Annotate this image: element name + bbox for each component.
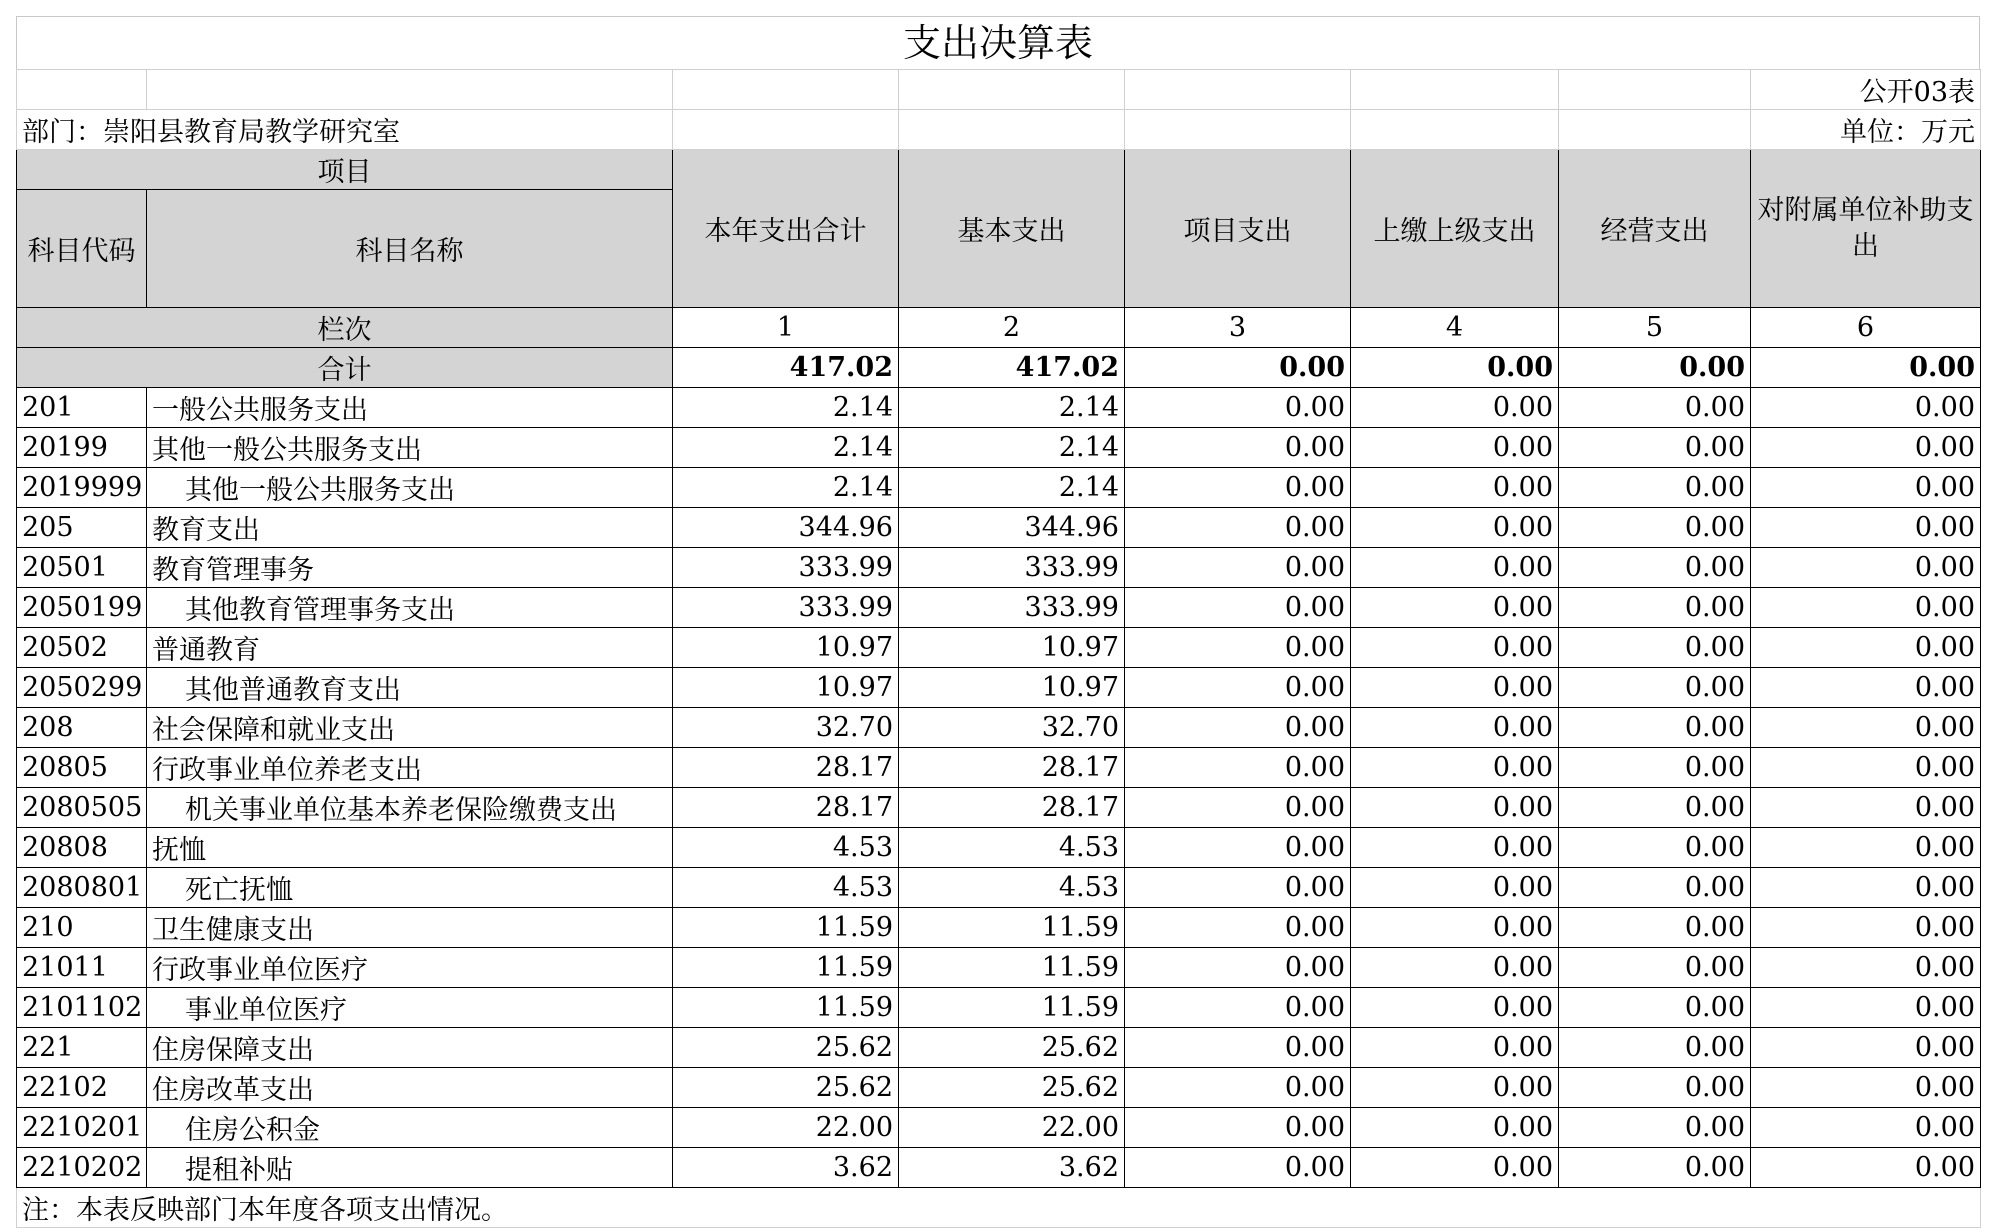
amount-cell: 0.00 xyxy=(1125,468,1351,508)
amount-cell: 0.00 xyxy=(1351,948,1559,988)
amount-cell: 0.00 xyxy=(1125,668,1351,708)
header-code: 科目代码 xyxy=(17,190,147,308)
subject-code: 2080801 xyxy=(17,868,147,908)
subject-name: 一般公共服务支出 xyxy=(147,388,673,428)
amount-cell: 0.00 xyxy=(1559,508,1751,548)
subject-code: 2019999 xyxy=(17,468,147,508)
subject-code: 20502 xyxy=(17,628,147,668)
amount-cell: 0.00 xyxy=(1125,1108,1351,1148)
table-row xyxy=(17,868,1981,908)
amount-cell: 25.62 xyxy=(899,1028,1125,1068)
subject-code: 205 xyxy=(17,508,147,548)
amount-cell: 0.00 xyxy=(1751,748,1981,788)
amount-cell: 0.00 xyxy=(1351,548,1559,588)
amount-cell: 0.00 xyxy=(1559,748,1751,788)
amount-cell: 0.00 xyxy=(1559,868,1751,908)
subject-name: 卫生健康支出 xyxy=(147,908,673,948)
amount-cell: 0.00 xyxy=(1559,588,1751,628)
column-number-3: 3 xyxy=(1125,308,1351,348)
subject-code: 2101102 xyxy=(17,988,147,1028)
amount-cell: 0.00 xyxy=(1125,588,1351,628)
table-note: 注：本表反映部门本年度各项支出情况。 xyxy=(17,1188,1981,1228)
table-row xyxy=(17,668,1981,708)
amount-cell: 0.00 xyxy=(1351,668,1559,708)
amount-cell: 0.00 xyxy=(1351,428,1559,468)
amount-cell: 0.00 xyxy=(1559,788,1751,828)
subject-code: 20501 xyxy=(17,548,147,588)
table-row xyxy=(17,588,1981,628)
subject-code: 210 xyxy=(17,908,147,948)
table-body xyxy=(17,388,1981,1188)
subject-code: 22102 xyxy=(17,1068,147,1108)
amount-cell: 0.00 xyxy=(1751,788,1981,828)
table-row xyxy=(17,748,1981,788)
amount-cell: 0.00 xyxy=(1351,588,1559,628)
total-value: 417.02 xyxy=(673,348,899,388)
amount-cell: 0.00 xyxy=(1751,628,1981,668)
amount-cell: 0.00 xyxy=(1751,948,1981,988)
amount-cell: 28.17 xyxy=(673,748,899,788)
amount-cell: 0.00 xyxy=(1351,748,1559,788)
amount-cell: 0.00 xyxy=(1125,988,1351,1028)
amount-cell: 0.00 xyxy=(1559,1148,1751,1188)
table-row xyxy=(17,908,1981,948)
amount-cell: 0.00 xyxy=(1559,388,1751,428)
total-value: 0.00 xyxy=(1751,348,1981,388)
form-number: 公开03表 xyxy=(1751,70,1981,110)
amount-cell: 0.00 xyxy=(1751,1108,1981,1148)
header-total: 本年支出合计 xyxy=(673,150,899,308)
amount-cell: 0.00 xyxy=(1559,428,1751,468)
amount-cell: 0.00 xyxy=(1125,748,1351,788)
amount-cell: 32.70 xyxy=(673,708,899,748)
table-row xyxy=(17,388,1981,428)
amount-cell: 3.62 xyxy=(673,1148,899,1188)
amount-cell: 11.59 xyxy=(673,988,899,1028)
header-row-project xyxy=(17,150,1981,190)
amount-cell: 0.00 xyxy=(1559,828,1751,868)
amount-cell: 0.00 xyxy=(1351,708,1559,748)
amount-cell: 0.00 xyxy=(1125,708,1351,748)
subject-name: 提租补贴 xyxy=(147,1148,673,1188)
subject-code: 20805 xyxy=(17,748,147,788)
expenditure-sheet xyxy=(16,16,1980,1228)
header-upper: 上缴上级支出 xyxy=(1351,150,1559,308)
amount-cell: 0.00 xyxy=(1751,908,1981,948)
table-row xyxy=(17,788,1981,828)
table-row xyxy=(17,428,1981,468)
amount-cell: 22.00 xyxy=(673,1108,899,1148)
header-row-lanci xyxy=(17,308,1981,348)
amount-cell: 0.00 xyxy=(1559,628,1751,668)
amount-cell: 4.53 xyxy=(673,828,899,868)
amount-cell: 10.97 xyxy=(899,668,1125,708)
subject-code: 208 xyxy=(17,708,147,748)
table-row xyxy=(17,628,1981,668)
subject-name: 其他一般公共服务支出 xyxy=(147,468,673,508)
amount-cell: 333.99 xyxy=(673,588,899,628)
amount-cell: 0.00 xyxy=(1751,468,1981,508)
header-lanci: 栏次 xyxy=(17,308,673,348)
amount-cell: 0.00 xyxy=(1351,1108,1559,1148)
subject-name: 住房保障支出 xyxy=(147,1028,673,1068)
amount-cell: 0.00 xyxy=(1751,828,1981,868)
column-number-1: 1 xyxy=(673,308,899,348)
column-number-6: 6 xyxy=(1751,308,1981,348)
amount-cell: 344.96 xyxy=(673,508,899,548)
total-value: 417.02 xyxy=(899,348,1125,388)
subject-name: 死亡抚恤 xyxy=(147,868,673,908)
amount-cell: 0.00 xyxy=(1125,388,1351,428)
amount-cell: 0.00 xyxy=(1751,1148,1981,1188)
header-business: 经营支出 xyxy=(1559,150,1751,308)
form-number-row xyxy=(17,70,1981,110)
amount-cell: 0.00 xyxy=(1751,548,1981,588)
table-row xyxy=(17,1108,1981,1148)
amount-cell: 0.00 xyxy=(1559,668,1751,708)
amount-cell: 2.14 xyxy=(673,388,899,428)
amount-cell: 2.14 xyxy=(673,468,899,508)
header-project-expenditure: 项目支出 xyxy=(1125,150,1351,308)
subject-code: 2210201 xyxy=(17,1108,147,1148)
amount-cell: 0.00 xyxy=(1125,828,1351,868)
amount-cell: 0.00 xyxy=(1751,428,1981,468)
amount-cell: 28.17 xyxy=(673,788,899,828)
column-number-5: 5 xyxy=(1559,308,1751,348)
subject-name: 机关事业单位基本养老保险缴费支出 xyxy=(147,788,673,828)
amount-cell: 10.97 xyxy=(899,628,1125,668)
subject-code: 20808 xyxy=(17,828,147,868)
total-value: 0.00 xyxy=(1351,348,1559,388)
amount-cell: 0.00 xyxy=(1351,628,1559,668)
amount-cell: 0.00 xyxy=(1125,628,1351,668)
amount-cell: 0.00 xyxy=(1559,548,1751,588)
subject-name: 普通教育 xyxy=(147,628,673,668)
subject-code: 221 xyxy=(17,1028,147,1068)
total-label: 合计 xyxy=(17,348,673,388)
amount-cell: 2.14 xyxy=(899,468,1125,508)
amount-cell: 2.14 xyxy=(899,428,1125,468)
amount-cell: 0.00 xyxy=(1559,988,1751,1028)
amount-cell: 344.96 xyxy=(899,508,1125,548)
amount-cell: 0.00 xyxy=(1559,948,1751,988)
amount-cell: 0.00 xyxy=(1125,1068,1351,1108)
amount-cell: 11.59 xyxy=(673,948,899,988)
amount-cell: 3.62 xyxy=(899,1148,1125,1188)
amount-cell: 0.00 xyxy=(1351,908,1559,948)
subject-code: 201 xyxy=(17,388,147,428)
table-row xyxy=(17,1068,1981,1108)
subject-name: 教育支出 xyxy=(147,508,673,548)
amount-cell: 25.62 xyxy=(673,1068,899,1108)
column-number-4: 4 xyxy=(1351,308,1559,348)
amount-cell: 0.00 xyxy=(1351,988,1559,1028)
amount-cell: 0.00 xyxy=(1751,988,1981,1028)
column-number-2: 2 xyxy=(899,308,1125,348)
amount-cell: 0.00 xyxy=(1559,1108,1751,1148)
amount-cell: 28.17 xyxy=(899,748,1125,788)
amount-cell: 0.00 xyxy=(1125,908,1351,948)
amount-cell: 4.53 xyxy=(899,828,1125,868)
table-row xyxy=(17,988,1981,1028)
unit-label: 单位：万元 xyxy=(1751,110,1981,150)
total-value: 0.00 xyxy=(1125,348,1351,388)
header-project: 项目 xyxy=(17,150,673,190)
table-row xyxy=(17,1148,1981,1188)
amount-cell: 32.70 xyxy=(899,708,1125,748)
amount-cell: 0.00 xyxy=(1125,948,1351,988)
subject-code: 2210202 xyxy=(17,1148,147,1188)
amount-cell: 0.00 xyxy=(1751,388,1981,428)
subject-code: 2080505 xyxy=(17,788,147,828)
table-row xyxy=(17,1028,1981,1068)
subject-code: 2050199 xyxy=(17,588,147,628)
header-name: 科目名称 xyxy=(147,190,673,308)
amount-cell: 333.99 xyxy=(899,588,1125,628)
subject-name: 住房公积金 xyxy=(147,1108,673,1148)
amount-cell: 0.00 xyxy=(1125,868,1351,908)
amount-cell: 0.00 xyxy=(1351,868,1559,908)
amount-cell: 4.53 xyxy=(899,868,1125,908)
subject-code: 20199 xyxy=(17,428,147,468)
amount-cell: 0.00 xyxy=(1351,828,1559,868)
subject-name: 抚恤 xyxy=(147,828,673,868)
table-row xyxy=(17,708,1981,748)
table-row xyxy=(17,828,1981,868)
amount-cell: 0.00 xyxy=(1751,1028,1981,1068)
subject-name: 事业单位医疗 xyxy=(147,988,673,1028)
table-row xyxy=(17,508,1981,548)
subject-name: 其他普通教育支出 xyxy=(147,668,673,708)
note-row xyxy=(17,1188,1981,1228)
subject-name: 社会保障和就业支出 xyxy=(147,708,673,748)
header-subsidy: 对附属单位补助支出 xyxy=(1751,150,1981,308)
amount-cell: 22.00 xyxy=(899,1108,1125,1148)
amount-cell: 0.00 xyxy=(1351,388,1559,428)
amount-cell: 0.00 xyxy=(1125,428,1351,468)
amount-cell: 0.00 xyxy=(1351,1068,1559,1108)
amount-cell: 11.59 xyxy=(899,908,1125,948)
amount-cell: 0.00 xyxy=(1559,468,1751,508)
amount-cell: 0.00 xyxy=(1125,1148,1351,1188)
total-row xyxy=(17,348,1981,388)
amount-cell: 2.14 xyxy=(899,388,1125,428)
amount-cell: 0.00 xyxy=(1125,548,1351,588)
page-title: 支出决算表 xyxy=(16,16,1980,69)
subject-name: 行政事业单位养老支出 xyxy=(147,748,673,788)
amount-cell: 0.00 xyxy=(1751,1068,1981,1108)
amount-cell: 0.00 xyxy=(1351,1148,1559,1188)
amount-cell: 0.00 xyxy=(1751,708,1981,748)
amount-cell: 333.99 xyxy=(673,548,899,588)
amount-cell: 0.00 xyxy=(1351,468,1559,508)
amount-cell: 0.00 xyxy=(1351,788,1559,828)
amount-cell: 25.62 xyxy=(673,1028,899,1068)
amount-cell: 0.00 xyxy=(1351,508,1559,548)
amount-cell: 11.59 xyxy=(899,948,1125,988)
amount-cell: 333.99 xyxy=(899,548,1125,588)
department-row xyxy=(17,110,1981,150)
amount-cell: 0.00 xyxy=(1559,908,1751,948)
subject-name: 住房改革支出 xyxy=(147,1068,673,1108)
total-value: 0.00 xyxy=(1559,348,1751,388)
amount-cell: 0.00 xyxy=(1125,508,1351,548)
amount-cell: 0.00 xyxy=(1751,868,1981,908)
amount-cell: 0.00 xyxy=(1125,788,1351,828)
amount-cell: 2.14 xyxy=(673,428,899,468)
amount-cell: 0.00 xyxy=(1559,708,1751,748)
amount-cell: 0.00 xyxy=(1751,588,1981,628)
amount-cell: 0.00 xyxy=(1559,1028,1751,1068)
amount-cell: 0.00 xyxy=(1751,668,1981,708)
department-label: 部门：崇阳县教育局教学研究室 xyxy=(17,110,673,150)
amount-cell: 0.00 xyxy=(1351,1028,1559,1068)
subject-name: 行政事业单位医疗 xyxy=(147,948,673,988)
subject-code: 2050299 xyxy=(17,668,147,708)
table-row xyxy=(17,468,1981,508)
expenditure-table xyxy=(16,69,1981,1228)
table-row xyxy=(17,948,1981,988)
amount-cell: 0.00 xyxy=(1559,1068,1751,1108)
amount-cell: 11.59 xyxy=(673,908,899,948)
amount-cell: 0.00 xyxy=(1125,1028,1351,1068)
amount-cell: 0.00 xyxy=(1751,508,1981,548)
subject-code: 21011 xyxy=(17,948,147,988)
amount-cell: 10.97 xyxy=(673,628,899,668)
table-row xyxy=(17,548,1981,588)
subject-name: 其他一般公共服务支出 xyxy=(147,428,673,468)
header-basic: 基本支出 xyxy=(899,150,1125,308)
amount-cell: 28.17 xyxy=(899,788,1125,828)
subject-name: 教育管理事务 xyxy=(147,548,673,588)
subject-name: 其他教育管理事务支出 xyxy=(147,588,673,628)
amount-cell: 25.62 xyxy=(899,1068,1125,1108)
amount-cell: 10.97 xyxy=(673,668,899,708)
amount-cell: 11.59 xyxy=(899,988,1125,1028)
amount-cell: 4.53 xyxy=(673,868,899,908)
